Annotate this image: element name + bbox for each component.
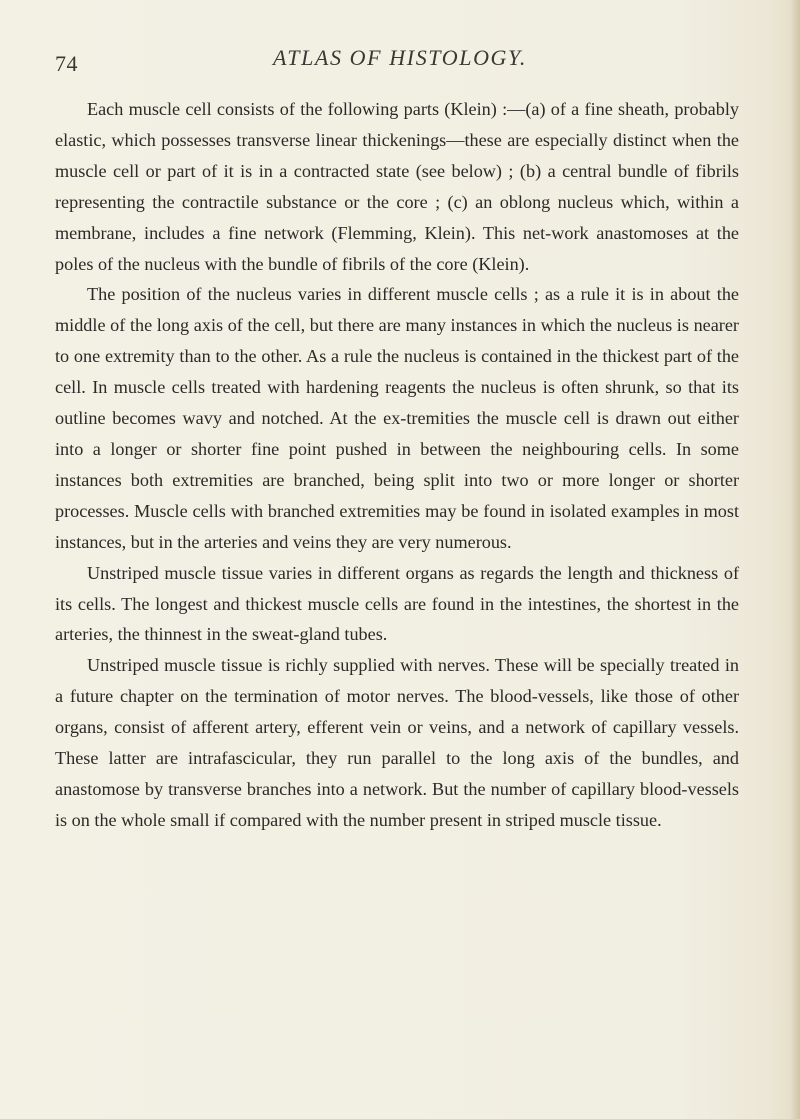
page-number: 74 — [55, 51, 78, 76]
page-edge-shadow — [790, 0, 800, 1119]
paragraph: Each muscle cell consists of the following parts (Klein) :—(a) of a fine sheath, probably elastic, which possesses transverse linear thickenings—these are especially distinct when the muscle cell or part of it is in a contracted state (see below) ; (b) a central bundle of fibrils representing the contractile substance or the core ; (c) an oblong nucleus which, within a membrane, includes a fine network (Flemming, Klein). This net-work anastomoses at the poles of the nucleus with the bundle of fibrils of the core (Klein). — [55, 99, 739, 274]
running-title: ATLAS OF HISTOLOGY. — [273, 45, 527, 70]
paragraph: Unstriped muscle tissue varies in different organs as regards the length and thickness of its cells. The longest and thickest muscle cells are found in the intestines, the shortest in the arteries, the thinnest in the sweat-gland tubes. — [55, 562, 739, 645]
body-text — [55, 94, 739, 836]
paragraph: Unstriped muscle tissue is richly supplied with nerves. These will be specially treated in a future chapter on the termination of motor nerves. The blood-vessels, like those of other organs, consist of afferent artery, efferent vein or veins, and a network of capillary vessels. These latter are intrafascicular, they run parallel to the long axis of the bundles, and anastomose by transverse branches into a network. But the number of capillary blood-vessels is on the whole small if compared with the number present in striped muscle tissue. — [55, 655, 739, 830]
paragraph: The position of the nucleus varies in different muscle cells ; as a rule it is in about the middle of the long axis of the cell, but there are many instances in which the nucleus is nearer to one extremity than to the other. As a rule the nucleus is contained in the thickest part of the cell. In muscle cells treated with hardening reagents the nucleus is often shrunk, so that its outline becomes wavy and notched. At the ex-tremities the muscle cell is drawn out either into a longer or shorter fine point pushed in between the neighbouring cells. In some instances both extremities are branched, being split into two or more longer or shorter processes. Muscle cells with branched extremities may be found in isolated examples in most instances, but in the arteries and veins they are very numerous. — [55, 284, 739, 552]
